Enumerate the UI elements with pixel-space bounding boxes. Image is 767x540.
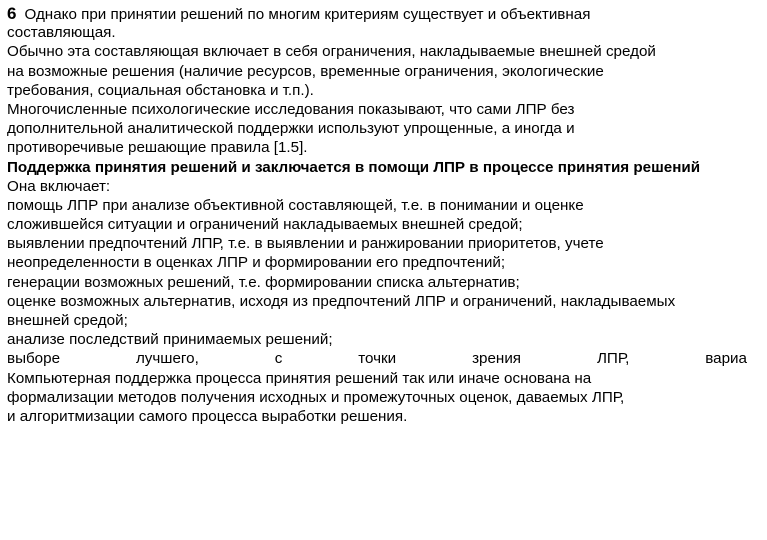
word: ЛПР, xyxy=(596,350,630,368)
text-line: внешней средой; xyxy=(7,312,128,329)
list-item: помощь ЛПР при анализе объективной составляющей, т.е. в понимании и оценке xyxy=(7,196,584,214)
list-item: анализе последствий принимаемых решений; xyxy=(7,331,333,349)
slide-text xyxy=(7,4,767,426)
text-line: Компьютерная поддержка процесса принятия решений так или иначе основана на xyxy=(7,369,592,387)
list-item: выявлении предпочтений ЛПР, т.е. в выявлении и ранжировании приоритетов, учете xyxy=(7,235,604,253)
justified-list-item xyxy=(7,349,747,368)
text-span: Однако при принятии решений по многим критериям существует и объективная xyxy=(24,6,591,23)
bold-heading-line: Поддержка принятия решений и заключается в помощи ЛПР в процессе принятия решений xyxy=(7,158,701,176)
text-line: Обычно эта составляющая включает в себя ограничения, накладываемые внешней средой xyxy=(7,43,656,61)
list-item: генерации возможных решений, т.е. формировании списка альтернатив; xyxy=(7,273,520,291)
text-line: и алгоритмизации самого процесса выработки решения. xyxy=(7,407,408,425)
word: лучшего, xyxy=(135,350,199,368)
text-line: неопределенности в оценках ЛПР и формировании его предпочтений; xyxy=(7,254,506,272)
text-line: Многочисленные психологические исследования показывают, что сами ЛПР без xyxy=(7,100,575,118)
slide-number: 6 xyxy=(7,4,17,23)
text-line: противоречивые решающие правила [1.5]. xyxy=(7,139,308,157)
word: выборе xyxy=(7,350,61,368)
text-line: требования, социальная обстановка и т.п.). xyxy=(7,81,314,99)
text-line xyxy=(7,4,767,23)
text-line: дополнительной аналитической поддержки используют упрощенные, а иногда и xyxy=(7,120,575,138)
word: зрения xyxy=(472,350,522,368)
word: точки xyxy=(358,350,397,368)
text-line: сложившейся ситуации и ограничений накладываемых внешней средой; xyxy=(7,216,523,234)
text-line: составляющая. xyxy=(7,24,116,42)
list-item: оценке возможных альтернатив, исходя из предпочтений ЛПР и ограничений, накладываемых xyxy=(7,292,676,310)
word: с xyxy=(274,350,283,368)
word: вариа xyxy=(705,350,747,368)
text-line: Она включает: xyxy=(7,177,111,195)
text-line: на возможные решения (наличие ресурсов, временные ограничения, экологические xyxy=(7,62,604,80)
text-line: формализации методов получения исходных и промежуточных оценок, даваемых ЛПР, xyxy=(7,388,625,406)
